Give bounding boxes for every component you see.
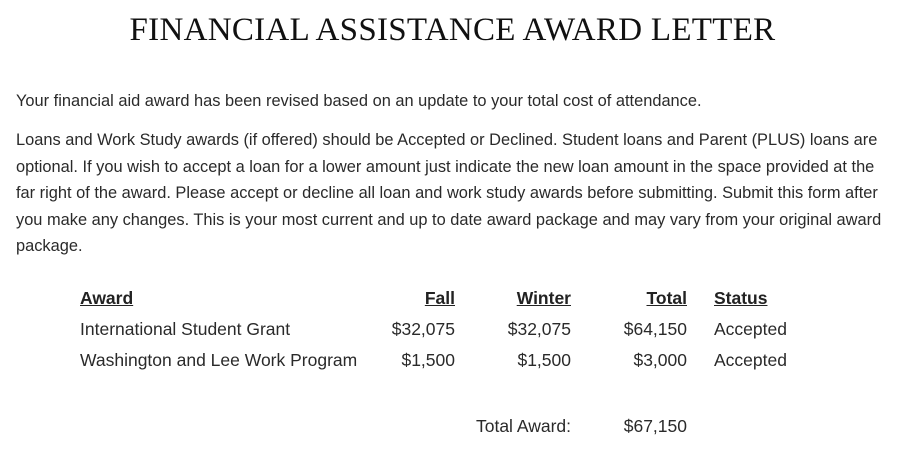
revision-notice: Your financial aid award has been revised based on an update to your total cost of attendance. [16, 92, 702, 110]
header-status: Status [714, 288, 768, 308]
page-title: FINANCIAL ASSISTANCE AWARD LETTER [129, 12, 776, 48]
award-fall-amount: $1,500 [401, 350, 455, 370]
table-header-row [80, 288, 800, 319]
award-winter-amount: $32,075 [507, 319, 571, 339]
total-award-label: Total Award: [475, 416, 571, 436]
award-fall-amount: $32,075 [391, 319, 455, 339]
award-name: Washington and Lee Work Program [80, 350, 358, 370]
table-row [80, 319, 800, 350]
header-total: Total [646, 288, 687, 308]
award-status: Accepted [714, 319, 787, 339]
table-row [80, 350, 800, 381]
award-total-amount: $64,150 [623, 319, 687, 339]
header-winter: Winter [516, 288, 571, 308]
award-status: Accepted [714, 350, 787, 370]
total-award-row [80, 416, 800, 444]
instructions-paragraph: Loans and Work Study awards (if offered) should be Accepted or Declined. Student loans and Parent (PLUS) loans are optional. If you wish to accept a loan for a lower amount just indicate the new loan amount in the space provided at the far right of the award. Please accept or decline all loan and work study awards before submitting. Submit this form after you make any changes. This is your most current and up to date award package and may vary from your original award package. [16, 131, 882, 255]
award-total-amount: $3,000 [633, 350, 687, 370]
header-fall: Fall [424, 288, 455, 308]
header-award: Award [80, 288, 134, 308]
total-award-value: $67,150 [623, 416, 687, 436]
award-winter-amount: $1,500 [517, 350, 571, 370]
award-table [80, 288, 800, 381]
award-name: International Student Grant [80, 319, 291, 339]
